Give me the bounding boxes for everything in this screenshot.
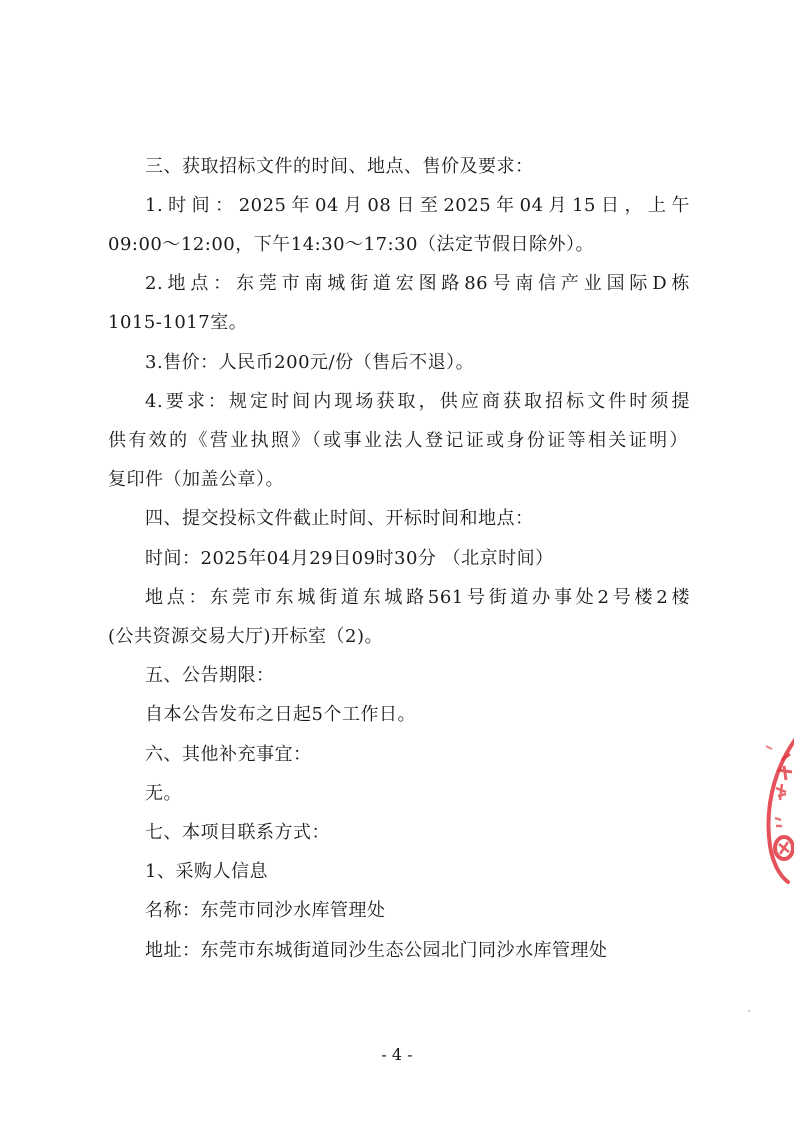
location-line-1: 2.地点：东莞市南城街道宏图路86号南信产业国际D栋 <box>145 273 690 294</box>
other-matters-line: 无。 <box>145 783 182 804</box>
section-5-heading: 五、公告期限： <box>145 665 275 686</box>
notice-period-line: 自本公告发布之日起5个工作日。 <box>145 704 416 725</box>
opening-location-line-1: 地点：东莞市东城街道东城路561号街道办事处2号楼2楼 <box>145 587 690 608</box>
section-4-heading: 四、提交投标文件截止时间、开标时间和地点： <box>145 508 534 529</box>
requirement-line-2: 供有效的《营业执照》（或事业法人登记证或身份证等相关证明） <box>108 430 688 451</box>
section-3-heading: 三、获取招标文件的时间、地点、售价及要求： <box>145 156 534 177</box>
page-number: - 4 - <box>381 1045 413 1064</box>
opening-location-line-2: (公共资源交易大厅)开标室（2)。 <box>108 626 384 647</box>
scan-speck <box>748 1010 750 1012</box>
price-line: 3.售价：人民币200元/份（售后不退）。 <box>145 352 475 373</box>
deadline-time-line: 时间：2025年04月29日09时30分 （北京时间） <box>145 548 554 569</box>
red-seal-icon <box>748 718 794 884</box>
location-line-2: 1015-1017室。 <box>108 312 248 333</box>
purchaser-address-line: 地址：东莞市东城街道同沙生态公园北门同沙水库管理处 <box>145 940 608 961</box>
requirement-line-1: 4.要求：规定时间内现场获取，供应商获取招标文件时须提 <box>145 391 690 412</box>
time-line-2: 09:00～12:00，下午14:30～17:30（法定节假日除外）。 <box>108 234 594 255</box>
section-7-heading: 七、本项目联系方式： <box>145 822 330 843</box>
purchaser-name-line: 名称：东莞市同沙水库管理处 <box>145 900 386 921</box>
purchaser-info-heading: 1、采购人信息 <box>145 861 268 882</box>
requirement-line-3: 复印件（加盖公章）。 <box>108 469 284 490</box>
section-6-heading: 六、其他补充事宜： <box>145 744 312 765</box>
time-line-1: 1.时间：2025年04月08日至2025年04月15日，上午 <box>145 195 690 216</box>
